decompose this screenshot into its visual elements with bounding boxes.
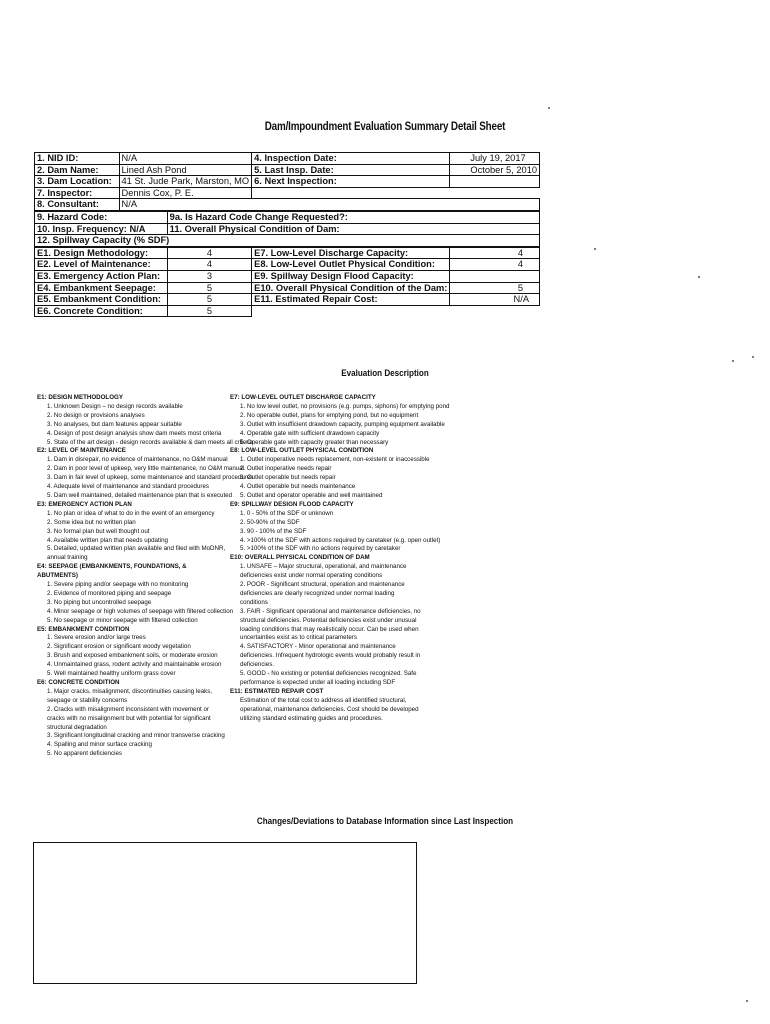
list-item: 3. No piping but uncontrolled seepage bbox=[47, 598, 152, 606]
nid-value: N/A bbox=[119, 153, 252, 165]
consultant-label: 8. Consultant: bbox=[35, 199, 120, 211]
hazard-code-label: 9. Hazard Code: bbox=[35, 211, 168, 223]
inspection-date-label: 4. Inspection Date: bbox=[252, 153, 450, 165]
e2-value: 4 bbox=[167, 259, 251, 271]
last-insp-value: October 5, 2010 bbox=[450, 164, 540, 176]
e7-label: E7. Low-Level Discharge Capacity: bbox=[252, 247, 450, 259]
scan-speck bbox=[548, 107, 550, 109]
list-item: 4. Outlet operable but needs maintenance bbox=[240, 483, 356, 491]
e7-value: 4 bbox=[450, 247, 540, 259]
table-row bbox=[35, 305, 540, 317]
left-section-title: E1: DESIGN METHODOLOGY bbox=[37, 394, 123, 401]
list-item: 4. SATISFACTORY - Minor operational and maintenance deficiencies. Infrequent hydrologic events would probably result in deficiencies. bbox=[240, 643, 421, 669]
list-item: 1. Severe piping and/or seepage with no monitoring bbox=[47, 581, 189, 589]
left-section-title: E5: EMBANKMENT CONDITION bbox=[37, 625, 130, 633]
e6-label: E6. Concrete Condition: bbox=[35, 305, 168, 317]
changes-box bbox=[33, 842, 417, 984]
list-item: 5. >100% of the SDF with no actions required by caretaker bbox=[240, 545, 401, 553]
list-item: 1. Outlet inoperative needs replacement, non-existent or inaccessible bbox=[240, 456, 430, 464]
e9-value bbox=[450, 270, 540, 282]
left-description-column bbox=[37, 394, 254, 759]
e11-value: N/A bbox=[450, 294, 540, 306]
overall-cond-label: 11. Overall Physical Condition of Dam: bbox=[167, 223, 539, 235]
list-item: 5. Operable gate with capacity greater than necessary bbox=[240, 438, 389, 446]
table-row bbox=[35, 199, 540, 211]
next-insp-label: 6. Next Inspection: bbox=[252, 176, 450, 188]
inspector-value: Dennis Cox, P. E. bbox=[119, 187, 252, 199]
list-item: 1. No plan or idea of what to do in the event of an emergency bbox=[47, 509, 215, 517]
right-section-title: E9: SPILLWAY DESIGN FLOOD CAPACITY bbox=[230, 500, 354, 508]
list-item: 5. State of the art design - design records available & dam meets all criteria bbox=[47, 438, 254, 446]
left-section-title: E2: LEVEL OF MAINTENANCE bbox=[37, 447, 126, 455]
e10-label: E10. Overall Physical Condition of the Dam: bbox=[252, 282, 450, 294]
list-item: 1. 0 - 50% of the SDF or unknown bbox=[240, 509, 334, 517]
list-item: 3. Significant longitudinal cracking and minor transverse cracking bbox=[47, 732, 225, 740]
list-item: 3. Brush and exposed embankment soils, or moderate erosion bbox=[47, 652, 218, 660]
inspector-label: 7. Inspector: bbox=[35, 187, 120, 199]
right-description-column bbox=[230, 394, 450, 724]
inspection-date-value: July 19, 2017 bbox=[450, 153, 540, 165]
list-item: 5. No apparent deficiencies bbox=[47, 750, 122, 758]
list-item: 3. No formal plan but well thought out bbox=[47, 527, 150, 535]
list-item: 5. Dam well maintained, detailed maintenance plan that is executed bbox=[47, 491, 233, 499]
list-item: 3. No analyses, but dam features appear suitable bbox=[47, 420, 182, 428]
e5-value: 5 bbox=[167, 294, 251, 306]
hazard-change-label: 9a. Is Hazard Code Change Requested?: bbox=[167, 211, 539, 223]
list-item: 2. Some idea but no written plan bbox=[47, 518, 136, 526]
table-row bbox=[35, 176, 540, 188]
right-section-title: E11: ESTIMATED REPAIR COST bbox=[230, 687, 324, 695]
e6-value: 5 bbox=[167, 305, 251, 317]
e3-value: 3 bbox=[167, 270, 251, 282]
left-section-title: E3: EMERGENCY ACTION PLAN bbox=[37, 500, 132, 508]
left-section-title: E6: CONCRETE CONDITION bbox=[37, 679, 120, 686]
spillway-capacity-label: 12. Spillway Capacity (% SDF) bbox=[35, 235, 540, 247]
list-item: 1. Dam in disrepair, no evidence of maintenance, no O&M manual bbox=[47, 456, 228, 464]
e3-label: E3. Emergency Action Plan: bbox=[35, 270, 168, 282]
next-insp-value bbox=[450, 176, 540, 188]
table-row bbox=[35, 187, 540, 199]
table-row bbox=[35, 235, 540, 247]
list-item: 5. GOOD - No existing or potential deficiencies recognized. Safe performance is expected under all loading including SDF bbox=[240, 670, 417, 686]
e4-label: E4. Embankment Seepage: bbox=[35, 282, 168, 294]
list-item: 5. Detailed, updated written plan available and filed with MoDNR, annual training bbox=[47, 545, 226, 562]
nid-label: 1. NID ID: bbox=[35, 153, 120, 165]
list-item: 1. No low level outlet, no provisions (e.g. pumps, siphons) for emptying pond bbox=[240, 402, 450, 410]
list-item: 4. Design of post design analysis show dam meets most criteria bbox=[47, 429, 222, 437]
list-item: 3. Dam in fair level of upkeep, some maintenance and standard procedures bbox=[47, 474, 254, 482]
consultant-value: N/A bbox=[119, 199, 540, 211]
list-item: 3. 90 - 100% of the SDF bbox=[240, 527, 307, 535]
list-item: 2. Significant erosion or significant woody vegetation bbox=[47, 643, 191, 651]
e8-value: 4 bbox=[450, 259, 540, 271]
right-section-title: E7: LOW-LEVEL OUTLET DISCHARGE CAPACITY bbox=[230, 394, 376, 401]
list-item: 4. Available written plan that needs updating bbox=[47, 536, 168, 544]
e2-label: E2. Level of Maintenance: bbox=[35, 259, 168, 271]
table-row bbox=[35, 153, 540, 165]
list-item: 4. Spalling and minor surface cracking bbox=[47, 741, 152, 749]
scan-speck bbox=[752, 356, 754, 358]
e1-value: 4 bbox=[167, 247, 251, 259]
e1-label: E1. Design Methodology: bbox=[35, 247, 168, 259]
list-item: 4. Unmaintained grass, rodent activity and maintainable erosion bbox=[47, 661, 222, 669]
e10-value: 5 bbox=[450, 282, 540, 294]
list-item: 3. FAIR - Significant operational and maintenance deficiencies, no structural deficiencies. Potential deficiencies exist under unusual loading conditions that may realistically occur. Can be used when uncertainties exist as to critical parameters bbox=[240, 607, 421, 642]
right-section-title: E10: OVERALL PHYSICAL CONDITION OF DAM bbox=[230, 554, 370, 562]
table-row bbox=[35, 270, 540, 282]
list-item: 2. No design or provisions analyses bbox=[47, 411, 145, 419]
list-item: 4. >100% of the SDF with actions required by caretaker (e.g. open outlet) bbox=[240, 536, 441, 544]
e4-value: 5 bbox=[167, 282, 251, 294]
freq-cell bbox=[35, 223, 168, 235]
list-item: 4. Minor seepage or high volumes of seepage with filtered collection bbox=[47, 607, 234, 615]
changes-heading: Changes/Deviations to Database Information since Last Inspection bbox=[256, 816, 514, 827]
location-label: 3. Dam Location: bbox=[35, 176, 120, 188]
table-row bbox=[35, 247, 540, 259]
scan-speck bbox=[698, 276, 700, 278]
freq-value: N/A bbox=[129, 223, 146, 234]
list-item: 4. Adequate level of maintenance and standard procedures bbox=[47, 483, 210, 491]
list-item: 3. Outlet with insufficient drawdown capacity, pumping equipment available bbox=[240, 420, 445, 428]
dam-name-label: 2. Dam Name: bbox=[35, 164, 120, 176]
e5-label: E5. Embankment Condition: bbox=[35, 294, 168, 306]
page-title: Dam/Impoundment Evaluation Summary Detail Sheet bbox=[264, 119, 506, 133]
list-item: 2. Evidence of monitored piping and seepage bbox=[47, 589, 172, 597]
evaluation-heading: Evaluation Description bbox=[341, 368, 429, 379]
right-section-title: E8: LOW-LEVEL OUTLET PHYSICAL CONDITION bbox=[230, 447, 374, 455]
list-item: 2. 50-90% of the SDF bbox=[240, 518, 300, 526]
list-item: 2. Outlet inoperative needs repair bbox=[240, 465, 332, 473]
list-item: 5. Outlet and operator operable and well maintained bbox=[240, 491, 383, 499]
table-row bbox=[35, 282, 540, 294]
location-value: 41 St. Jude Park, Marston, MO bbox=[119, 176, 252, 188]
table-row bbox=[35, 223, 540, 235]
table-row bbox=[35, 294, 540, 306]
scan-speck bbox=[746, 1000, 748, 1002]
list-item: 2. No operable outlet, plans for emptying pond, but no equipment bbox=[240, 411, 419, 419]
list-item: 2. Dam in poor level of upkeep, very little maintenance, no O&M manual bbox=[47, 465, 245, 473]
last-insp-label: 5. Last Insp. Date: bbox=[252, 164, 450, 176]
list-item: 3. Outlet operable but needs repair bbox=[240, 474, 336, 482]
list-item: 1. Unknown Design – no design records available bbox=[47, 402, 183, 410]
list-item: 1. Severe erosion and/or large trees bbox=[47, 634, 146, 642]
e11-label: E11. Estimated Repair Cost: bbox=[252, 294, 450, 306]
e8-label: E8. Low-Level Outlet Physical Condition: bbox=[252, 259, 450, 271]
summary-table bbox=[34, 152, 540, 317]
table-row bbox=[35, 211, 540, 223]
list-item: 5. No seepage or minor seepage with filtered collection bbox=[47, 616, 198, 624]
dam-name-value: Lined Ash Pond bbox=[119, 164, 252, 176]
list-item: 5. Well maintained healthy uniform grass cover bbox=[47, 670, 176, 678]
list-item: 1. UNSAFE – Major structural, operational, and maintenance deficiencies exist under normal operating conditions bbox=[240, 563, 407, 580]
e9-label: E9. Spillway Design Flood Capacity: bbox=[252, 270, 450, 282]
left-section-title: E4: SEEPAGE (EMBANKMENTS, FOUNDATIONS, & ABUTMENTS) bbox=[37, 563, 187, 580]
scan-speck bbox=[594, 248, 596, 250]
list-item: 2. POOR - Significant structural, operation and maintenance deficiencies are clearly recognized under normal loading conditions bbox=[240, 581, 405, 606]
list-item: 4. Operable gate with sufficient drawdown capacity bbox=[240, 429, 380, 437]
list-item: 1. Major cracks, misalignment, discontinuities causing leaks, seepage or stability concerns bbox=[47, 687, 213, 704]
table-row bbox=[35, 164, 540, 176]
table-row bbox=[35, 259, 540, 271]
freq-label: 10. Insp. Frequency: bbox=[37, 223, 127, 234]
scan-speck bbox=[732, 360, 734, 362]
list-item: 2. Cracks with misalignment inconsistent with movement or cracks with no misalignment but with potential for significant structural degradation bbox=[47, 705, 211, 731]
list-item: Estimation of the total cost to address all identified structural, operational, maintenance deficiencies. Cost should be developed utilizing standard estimating guides and procedures. bbox=[240, 696, 419, 722]
